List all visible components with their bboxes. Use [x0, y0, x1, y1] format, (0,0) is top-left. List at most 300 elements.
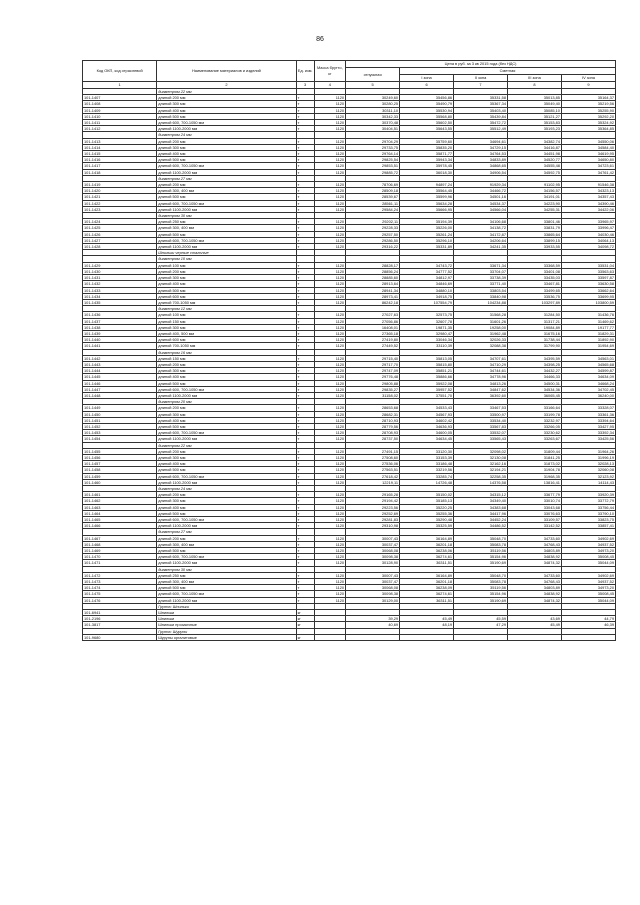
cell-name: длиной 200 мм [157, 535, 296, 541]
cell-price-otpusk: 29257,50 [346, 231, 400, 237]
cell-unit: т [296, 206, 314, 212]
cell-mass: 1120 [314, 200, 345, 206]
cell-unit: т [296, 337, 314, 343]
cell-price-zone-2: 31962,48 [454, 330, 508, 336]
cell-price-otpusk: 29286,50 [346, 237, 400, 243]
cell-mass: 1120 [314, 597, 345, 603]
cell-mass: 1120 [314, 467, 345, 473]
cell-price-zone-4: 34723,61 [561, 163, 615, 169]
cell-mass: 1120 [314, 492, 345, 498]
cell-code: 101-1473 [83, 579, 157, 585]
cell-price-zone-3: 45,49 [508, 622, 562, 628]
cell-price-zone-3: 33933,55 [508, 244, 562, 250]
cell-mass: 1120 [314, 510, 345, 516]
cell-price-zone-4: 35044,09 [561, 560, 615, 566]
cell-price-zone-2: 32130,08 [454, 454, 508, 460]
cell-mass: 1120 [314, 281, 345, 287]
column-numbers-row [83, 82, 616, 89]
cell-price-otpusk: 28779,56 [346, 423, 400, 429]
cell-price-zone-3: 33263,67 [508, 436, 562, 442]
cell-name: длиной 300, 400 мм [157, 188, 296, 194]
cell-code: 101-1443 [83, 361, 157, 367]
cell-name: длиной 400 мм [157, 374, 296, 380]
cell-price-otpusk: 29223,56 [346, 504, 400, 510]
cell-price-otpusk: 28682,31 [346, 411, 400, 417]
cell-price-zone-1: 36238,06 [400, 548, 454, 554]
cell-unit: т [296, 498, 314, 504]
cell-code: 101-1472 [83, 572, 157, 578]
section-title: диаметром 24 мм [157, 486, 296, 492]
cell-name: длиной 200 мм [157, 492, 296, 498]
cell-price-zone-2: 36392,60 [454, 392, 508, 398]
section-title: диаметром 16 мм [157, 349, 296, 355]
cell-price-zone-4: 33531,04 [561, 262, 615, 268]
cell-price-zone-1: 35564,45 [400, 188, 454, 194]
cell-unit: т [296, 101, 314, 107]
cell-code: 101-1434 [83, 293, 157, 299]
cell-price-otpusk: 27027,63 [346, 312, 400, 318]
cell-price-otpusk: 29281,83 [346, 517, 400, 523]
cell-mass: 1120 [314, 498, 345, 504]
cell-mass: 1120 [314, 275, 345, 281]
cell-price-zone-1: 33046,34 [400, 337, 454, 343]
cell-unit: т [296, 548, 314, 554]
cell-code: 101-1441 [83, 343, 157, 349]
cell-price-zone-3: 31968,35 [508, 473, 562, 479]
cell-code: 101-1418 [83, 169, 157, 175]
cell-unit: т [296, 182, 314, 188]
cell-price-zone-2: 33467,53 [454, 405, 508, 411]
cell-price-zone-1: 34634,45 [400, 436, 454, 442]
cell-code: 101-1444 [83, 368, 157, 374]
section-title: диаметром 30 мм [157, 213, 296, 219]
cell-price-zone-4: 31829,31 [561, 330, 615, 336]
cell-unit: т [296, 157, 314, 163]
cell-price-zone-4: 31954,69 [561, 343, 615, 349]
cell-price-zone-1: 36274,61 [400, 591, 454, 597]
cell-price-zone-2: 35154,96 [454, 591, 508, 597]
cell-price-zone-4: 35164,37 [561, 95, 615, 101]
cell-mass: 1120 [314, 355, 345, 361]
cell-name: длиной 300 мм [157, 275, 296, 281]
cell-price-zone-2: 34566,04 [454, 206, 508, 212]
cell-price-zone-4: 33772,79 [561, 498, 615, 504]
cell-price-zone-4: 33756,44 [561, 504, 615, 510]
cell-price-zone-2: 34707,61 [454, 355, 508, 361]
cell-code: 101-1450 [83, 411, 157, 417]
cell-mass: 1120 [314, 380, 345, 386]
cell-price-zone-1: 37551,70 [400, 392, 454, 398]
cell-code: 101-9680 [83, 634, 157, 640]
section-title: диаметром 20 мм [157, 399, 296, 405]
cell-mass: 1120 [314, 411, 345, 417]
cell-code: 101-1454 [83, 436, 157, 442]
cell-mass: 1120 [314, 244, 345, 250]
cell-price-zone-1: 35490,79 [400, 101, 454, 107]
cell-price-otpusk: 30037,47 [346, 579, 400, 585]
cell-mass: 1120 [314, 299, 345, 305]
cell-price-otpusk: 30342,33 [346, 113, 400, 119]
cell-price-zone-2: 33704,07 [454, 268, 508, 274]
cell-price-zone-4: 35292,20 [561, 113, 615, 119]
cell-name: длиной 600, 700-1050 мм [157, 386, 296, 392]
cell-price-zone-3: 34520,77 [508, 157, 562, 163]
cell-name: длиной 600, 700-1050 мм [157, 591, 296, 597]
cell-mass: 1120 [314, 535, 345, 541]
cell-price-zone-4: 33699,95 [561, 293, 615, 299]
cell-price-zone-2: 35083,78 [454, 579, 508, 585]
cell-price-zone-1: 14726,48 [400, 479, 454, 485]
cell-name: Шурупы оргалитовые [157, 634, 296, 640]
cell-price-otpusk: 30007,43 [346, 572, 400, 578]
cell-price-zone-3: 34803,89 [508, 585, 562, 591]
cell-mass: 1120 [314, 585, 345, 591]
cell-price-zone-4 [561, 634, 615, 640]
cell-price-zone-3: 34874,32 [508, 597, 562, 603]
cell-price-zone-1: 35759,60 [400, 138, 454, 144]
cell-price-zone-2: 34833,89 [454, 157, 508, 163]
cell-price-zone-1: 35871,77 [400, 151, 454, 157]
cell-code: 101-3817 [83, 622, 157, 628]
cell-price-zone-4: 35008,45 [561, 591, 615, 597]
cell-price-zone-2: 104234,88 [454, 299, 508, 305]
cell-price-zone-3: 33230,62 [508, 430, 562, 436]
cell-price-otpusk: 29853,51 [346, 163, 400, 169]
cell-price-otpusk: 28539,67 [346, 194, 400, 200]
cell-name: длиной 1100-2000 мм [157, 597, 296, 603]
cell-unit: т [296, 454, 314, 460]
cell-mass: 1120 [314, 386, 345, 392]
cell-code: 101-1422 [83, 200, 157, 206]
cell-price-zone-1: 35568,80 [400, 113, 454, 119]
cell-price-zone-3: 33109,57 [508, 517, 562, 523]
cell-price-zone-4: 31436,76 [561, 312, 615, 318]
cell-price-zone-4: 35324,92 [561, 120, 615, 126]
cell-code: 101-1447 [83, 386, 157, 392]
cell-name: длиной 500 мм [157, 194, 296, 200]
cell-price-otpusk: 29310,98 [346, 523, 400, 529]
cell-name: длиной 200 мм [157, 405, 296, 411]
cell-price-zone-1: 34846,69 [400, 281, 454, 287]
cell-price-zone-3: 35193,23 [508, 126, 562, 132]
cell-price-zone-4: 34599,87 [561, 368, 615, 374]
cell-price-zone-4: 34761,42 [561, 169, 615, 175]
cell-price-zone-4: 31964,26 [561, 448, 615, 454]
cell-price-zone-2: 35190,69 [454, 560, 508, 566]
cell-name: длиной 1100-2000 мм [157, 479, 296, 485]
cell-price-zone-2: 34813,26 [454, 380, 508, 386]
cell-price-zone-2: 35331,58 [454, 95, 508, 101]
price-table [82, 60, 616, 641]
cell-unit: т [296, 467, 314, 473]
cell-price-zone-3: 34838,92 [508, 554, 562, 560]
cell-code: 101-1466 [83, 523, 157, 529]
cell-name: длиной 100 мм [157, 312, 296, 318]
cell-price-zone-3: 34255,31 [508, 206, 562, 212]
col-num-1: 1 [83, 82, 157, 89]
cell-mass: 1120 [314, 343, 345, 349]
section-title: диаметром 10 мм [157, 256, 296, 262]
cell-mass [314, 634, 345, 640]
cell-name: длиной 600, 700-1050 мм [157, 554, 296, 560]
section-title: диаметром 24 мм [157, 132, 296, 138]
cell-price-zone-1: 35226,00 [400, 225, 454, 231]
table-body [83, 89, 616, 641]
cell-mass: 1120 [314, 126, 345, 132]
cell-price-otpusk: 30404,51 [346, 126, 400, 132]
cell-price-otpusk: 31158,02 [346, 392, 400, 398]
cell-price-zone-4: 35364,85 [561, 126, 615, 132]
cell-price-zone-1: 35922,08 [400, 380, 454, 386]
cell-name: длиной 600, 700-1050 мм [157, 120, 296, 126]
cell-mass: 1120 [314, 206, 345, 212]
cell-price-zone-2: 33565,43 [454, 436, 508, 442]
cell-unit: т [296, 430, 314, 436]
cell-price-zone-2: 33567,83 [454, 423, 508, 429]
cell-price-otpusk: 29776,48 [346, 374, 400, 380]
cell-price-zone-1: 35530,94 [400, 107, 454, 113]
section-title: Шпильки черные стальные [157, 250, 296, 256]
cell-name: длиной 600 мм [157, 293, 296, 299]
cell-price-zone-4: 34357,43 [561, 194, 615, 200]
section-title: диаметром 27 мм [157, 175, 296, 181]
cell-price-zone-3: 43,69 [508, 616, 562, 622]
cell-price-zone-4: 103800,59 [561, 299, 615, 305]
cell-price-zone-4: 33427,95 [561, 423, 615, 429]
cell-code: 101-1469 [83, 548, 157, 554]
cell-price-zone-4: 33563,63 [561, 268, 615, 274]
cell-price-otpusk: 27419,80 [346, 337, 400, 343]
cell-price-zone-3 [508, 634, 562, 640]
cell-price-zone-3: 31738,44 [508, 337, 562, 343]
cell-price-zone-3: 33467,81 [508, 281, 562, 287]
cell-code: 101-1438 [83, 324, 157, 330]
cell-price-zone-1: 35634,28 [400, 200, 454, 206]
cell-unit: т [296, 535, 314, 541]
cell-price-zone-3: 34838,92 [508, 591, 562, 597]
cell-code: 101-1470 [83, 554, 157, 560]
cell-code: 101-1474 [83, 585, 157, 591]
cell-price-zone-1: 36201,18 [400, 541, 454, 547]
cell-price-zone-3: 33677,79 [508, 492, 562, 498]
cell-price-zone-1: 36311,51 [400, 597, 454, 603]
cell-price-zone-2: 34383,68 [454, 504, 508, 510]
cell-unit: т [296, 200, 314, 206]
cell-code: 101-1435 [83, 299, 157, 305]
cell-name: длиной 600 мм [157, 337, 296, 343]
cell-code: 101-1417 [83, 163, 157, 169]
cell-unit: т [296, 225, 314, 231]
header-mass: Масса брутто, кг [314, 61, 345, 82]
cell-price-zone-4: 34937,52 [561, 541, 615, 547]
cell-price-zone-4: 36240,00 [561, 392, 615, 398]
cell-price-zone-2: 45,59 [454, 616, 508, 622]
cell-price-zone-1: 45,49 [400, 616, 454, 622]
cell-price-zone-4: 32060,08 [561, 467, 615, 473]
cell-price-zone-4: 91546,38 [561, 182, 615, 188]
cell-price-otpusk: 30098,38 [346, 591, 400, 597]
cell-price-otpusk: 29316,22 [346, 244, 400, 250]
cell-price-zone-1 [400, 634, 454, 640]
cell-price-zone-1: 35331,89 [400, 244, 454, 250]
cell-price-zone-4: 32123,92 [561, 473, 615, 479]
cell-mass: 1120 [314, 219, 345, 225]
cell-name: длиной 700-1050 мм [157, 299, 296, 305]
cell-price-zone-4: 34390,46 [561, 200, 615, 206]
cell-price-zone-3: 35085,10 [508, 107, 562, 113]
cell-mass: 1120 [314, 182, 345, 188]
cell-price-otpusk: 28828,17 [346, 262, 400, 268]
cell-price-zone-3: 34416,87 [508, 144, 562, 150]
cell-price-zone-1: 34533,43 [400, 405, 454, 411]
cell-code: 101-1408 [83, 101, 157, 107]
cell-name: длиной 1100-2000 мм [157, 206, 296, 212]
cell-price-zone-3: 33043,68 [508, 504, 562, 510]
cell-unit: т [296, 107, 314, 113]
cell-price-otpusk: 29704,29 [346, 138, 400, 144]
cell-price-zone-3: 34874,32 [508, 560, 562, 566]
cell-code: 101-1461 [83, 492, 157, 498]
cell-name: длиной 1100-2000 мм [157, 169, 296, 175]
header-zone-1: I зона [400, 75, 454, 82]
cell-price-zone-1: 36238,09 [400, 585, 454, 591]
cell-price-zone-4: 34937,52 [561, 579, 615, 585]
cell-price-zone-3: 34733,60 [508, 535, 562, 541]
cell-price-zone-4: 34634,09 [561, 374, 615, 380]
cell-mass: 1120 [314, 113, 345, 119]
cell-unit: т [296, 169, 314, 175]
cell-mass: 1120 [314, 374, 345, 380]
cell-name: длиной 500 мм [157, 157, 296, 163]
cell-price-zone-4: 34550,06 [561, 138, 615, 144]
cell-price-zone-3: 35013,85 [508, 95, 562, 101]
cell-price-zone-1: 34636,93 [400, 423, 454, 429]
cell-name: длиной 500 мм [157, 287, 296, 293]
cell-price-zone-2: 35512,49 [454, 126, 508, 132]
cell-mass: 1120 [314, 554, 345, 560]
cell-name: длиной 300 мм [157, 368, 296, 374]
cell-price-zone-1: 33219,56 [400, 467, 454, 473]
cell-price-zone-2: 32026,33 [454, 337, 508, 343]
cell-code: 101-1467 [83, 535, 157, 541]
cell-price-otpusk: 29165,28 [346, 492, 400, 498]
cell-price-otpusk: 28973,41 [346, 293, 400, 299]
cell-price-zone-2: 47,29 [454, 622, 508, 628]
cell-mass: 1120 [314, 163, 345, 169]
cell-price-otpusk: 30370,48 [346, 120, 400, 126]
cell-name: длиной 200 мм [157, 138, 296, 144]
cell-mass: 1120 [314, 151, 345, 157]
cell-name: длиной 500 мм [157, 423, 296, 429]
cell-price-zone-2: 34315,12 [454, 492, 508, 498]
cell-name: длиной 500 мм [157, 510, 296, 516]
cell-price-zone-4: 34702,45 [561, 386, 615, 392]
cell-price-otpusk: 40,69 [346, 622, 400, 628]
cell-code: 101-1458 [83, 467, 157, 473]
cell-price-otpusk: 27563,51 [346, 467, 400, 473]
cell-price-otpusk: 28509,18 [346, 188, 400, 194]
cell-code: 101-1436 [83, 312, 157, 318]
cell-price-otpusk: 30098,38 [346, 554, 400, 560]
cell-price-zone-3: 91102,95 [508, 182, 562, 188]
cell-name: длиной 300 мм [157, 324, 296, 330]
cell-mass: 1120 [314, 101, 345, 107]
cell-price-zone-1: 35255,36 [400, 510, 454, 516]
cell-mass: 1120 [314, 504, 345, 510]
cell-price-zone-2: 31568,28 [454, 312, 508, 318]
cell-mass: 1120 [314, 430, 345, 436]
cell-name: длиной 600, 700-1050 мм [157, 430, 296, 436]
cell-price-zone-4: 34064,13 [561, 237, 615, 243]
cell-price-zone-4: 34323,13 [561, 188, 615, 194]
cell-price-zone-2: 34138,72 [454, 225, 508, 231]
cell-price-zone-4: 33597,87 [561, 275, 615, 281]
cell-unit: т [296, 268, 314, 274]
cell-price-zone-1: 32980,47 [400, 330, 454, 336]
cell-price-zone-2: 34729,15 [454, 144, 508, 150]
cell-price-otpusk: 29717,70 [346, 361, 400, 367]
cell-code: 101-1437 [83, 318, 157, 324]
cell-price-otpusk: 29202,11 [346, 219, 400, 225]
cell-price-zone-2: 33671,34 [454, 262, 508, 268]
cell-name: длиной 600, 700-1050 мм [157, 237, 296, 243]
cell-unit: т [296, 523, 314, 529]
cell-code: 101-1460 [83, 479, 157, 485]
cell-price-zone-2: 34452,24 [454, 517, 508, 523]
cell-code: 101-1407 [83, 95, 157, 101]
cell-unit: т [296, 585, 314, 591]
cell-price-zone-3: 34451,98 [508, 151, 562, 157]
cell-name: длиной 1100-2000 мм [157, 560, 296, 566]
cell-price-zone-4: 34650,80 [561, 157, 615, 163]
section-title: диаметром 22 мм [157, 442, 296, 448]
cell-mass: 1120 [314, 138, 345, 144]
cell-price-zone-2: 14376,58 [454, 479, 508, 485]
cell-price-otpusk: 39,29 [346, 616, 400, 622]
cell-price-zone-4: 33630,58 [561, 281, 615, 287]
cell-mass: 1120 [314, 157, 345, 163]
cell-price-zone-4: 34584,40 [561, 144, 615, 150]
cell-code: 101-1465 [83, 517, 157, 523]
cell-price-zone-1: 19871,35 [400, 324, 454, 330]
cell-price-zone-3: 31904,78 [508, 467, 562, 473]
cell-code: 101-1413 [83, 138, 157, 144]
cell-name: длиной 1100-2000 мм [157, 523, 296, 529]
cell-price-zone-4: 34973,20 [561, 585, 615, 591]
cell-price-zone-3: 31317,21 [508, 318, 562, 324]
cell-price-zone-4: 33857,41 [561, 523, 615, 529]
cell-price-zone-2: 35048,70 [454, 572, 508, 578]
cell-price-zone-1: 34567,93 [400, 411, 454, 417]
cell-mass: 1120 [314, 312, 345, 318]
cell-name: длиной 300, 400 мм [157, 225, 296, 231]
cell-name: длиной 600, 700-1050 мм [157, 473, 296, 479]
cell-name: длиной 500 мм [157, 548, 296, 554]
col-num-6: 6 [400, 82, 454, 89]
cell-code: 101-1453 [83, 430, 157, 436]
cell-price-zone-4: 33361,36 [561, 411, 615, 417]
cell-price-otpusk: 27449,52 [346, 343, 400, 349]
cell-price-zone-1: 33186,48 [400, 461, 454, 467]
cell-price-otpusk: 27491,15 [346, 448, 400, 454]
cell-price-zone-3: 33499,65 [508, 287, 562, 293]
cell-price-otpusk: 28653,68 [346, 405, 400, 411]
cell-name: Шпильки прозаичные [157, 622, 296, 628]
cell-price-otpusk: 27365,18 [346, 330, 400, 336]
cell-price-zone-1: 36201,18 [400, 579, 454, 585]
cell-unit: т [296, 479, 314, 485]
cell-unit: т [296, 517, 314, 523]
